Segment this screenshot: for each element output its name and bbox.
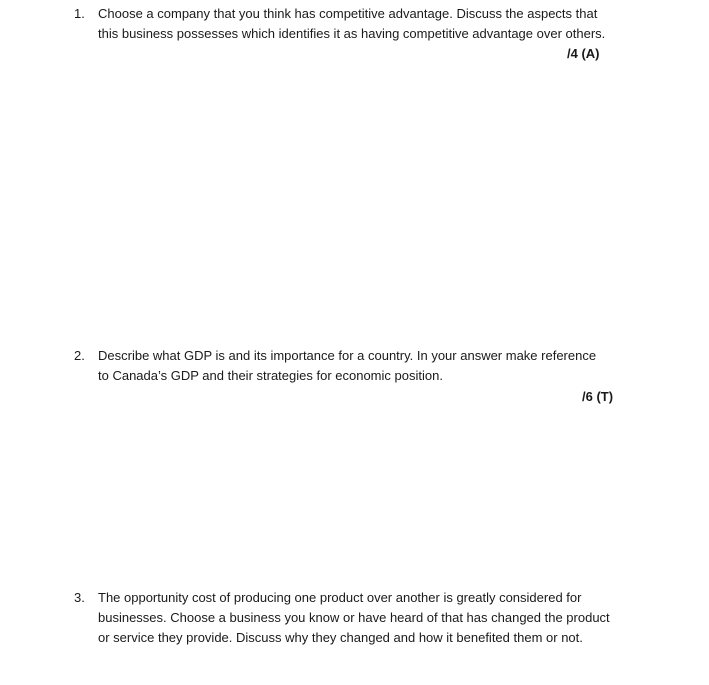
question-text-line: or service they provide. Discuss why they changed and how it benefited them or not. [98,630,583,645]
marks-label: /6 (T) [582,389,614,404]
question-number: 1. [74,6,85,21]
question-text-line: businesses. Choose a business you know or have heard of that has changed the product [98,610,610,625]
question-number: 2. [74,348,85,363]
question-text-line: this business possesses which identifies it as having competitive advantage over others. [98,26,606,41]
marks-label: /4 (A) [567,46,600,61]
question-text-line: Choose a company that you think has competitive advantage. Discuss the aspects that [98,6,598,21]
question-number: 3. [74,590,85,605]
question-text-line: Describe what GDP is and its importance for a country. In your answer make reference [98,348,597,363]
question-text-line: to Canada’s GDP and their strategies for economic position. [98,368,443,383]
question-text-line: The opportunity cost of producing one product over another is greatly considered for [98,590,582,605]
